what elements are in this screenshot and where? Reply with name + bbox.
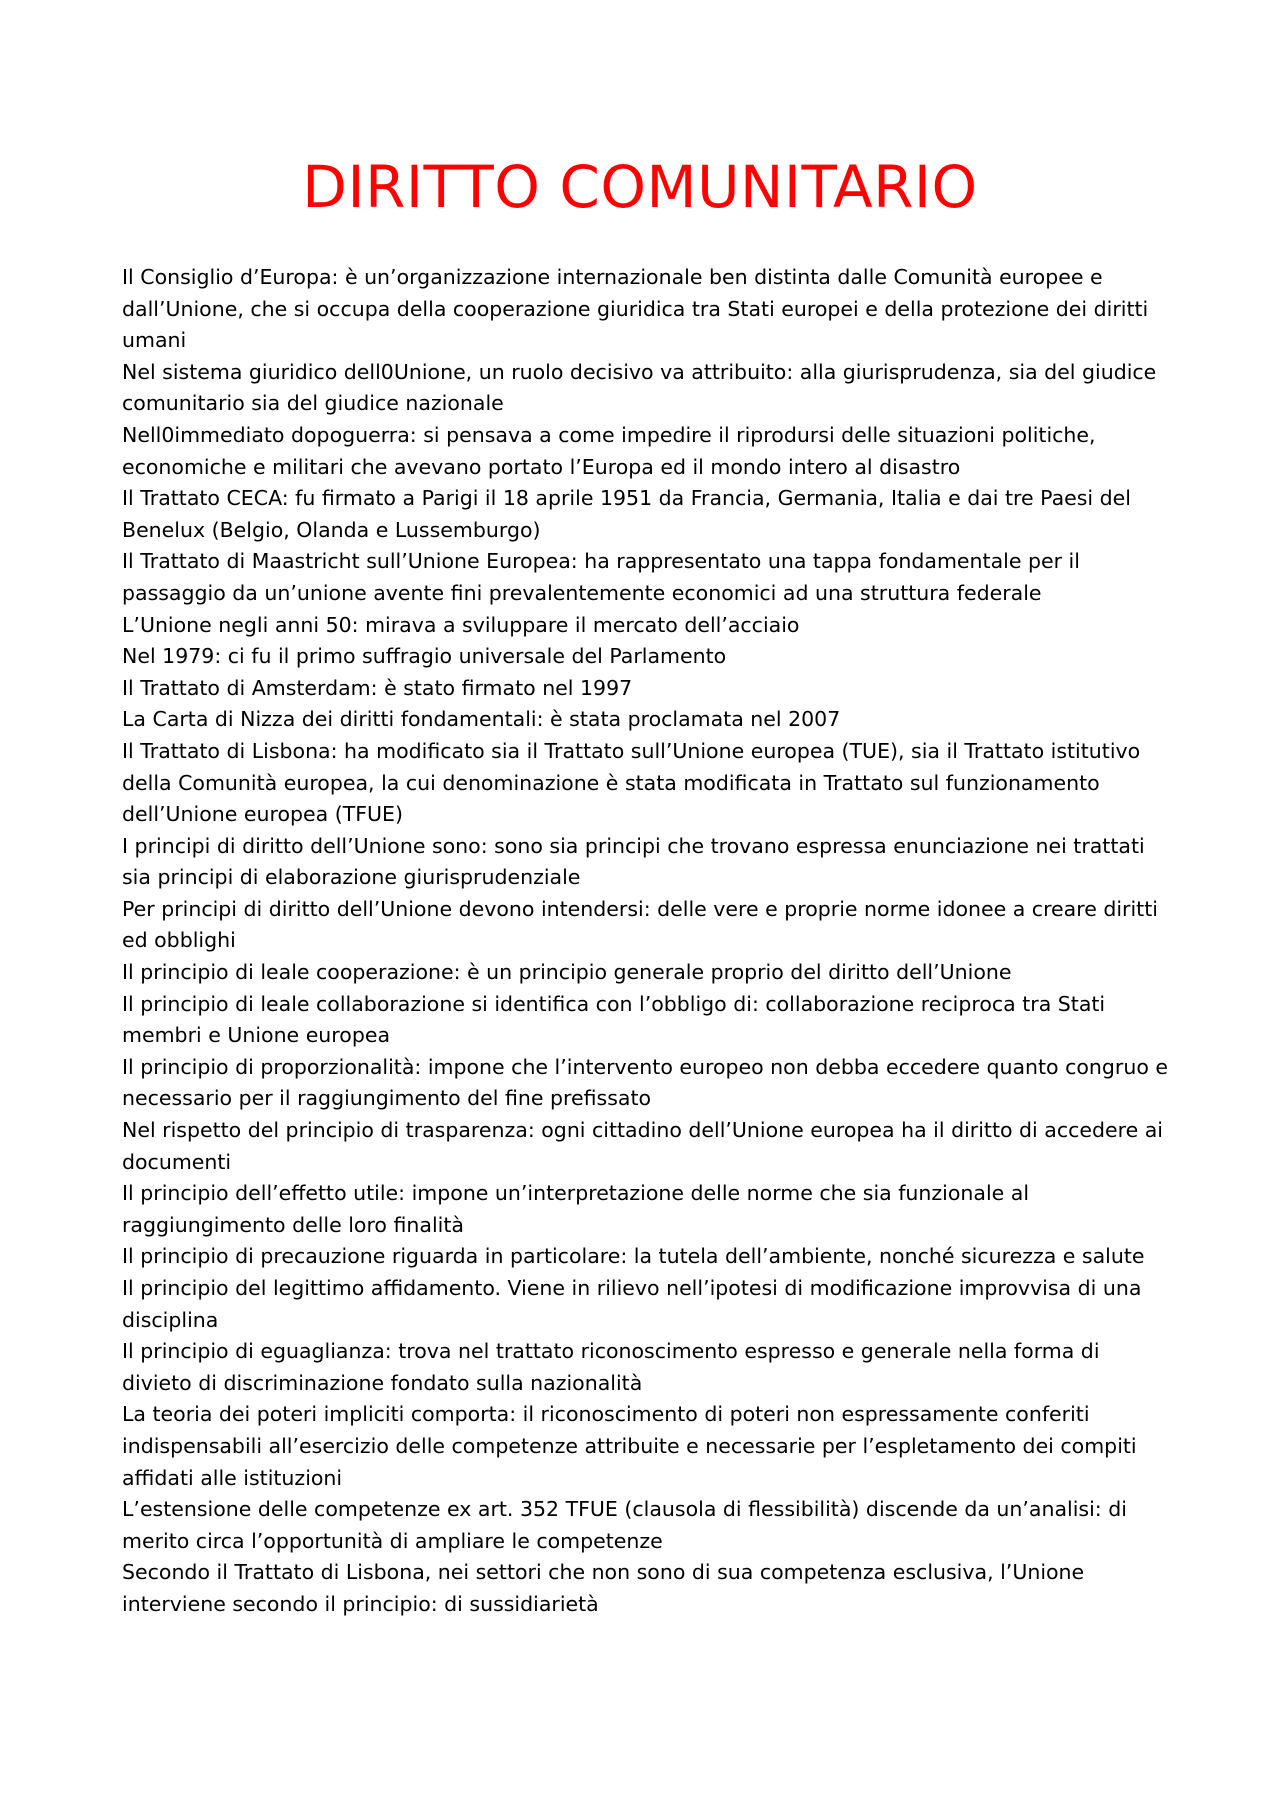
paragraph: Il Consiglio d’Europa: è un’organizzazione internazionale ben distinta dalle Comunità europee e dall’Unione, che si occupa della cooperazione giuridica tra Stati europei e della protezione dei diritti umani xyxy=(122,265,1149,353)
paragraph: Secondo il Trattato di Lisbona, nei settori che non sono di sua competenza esclusiva, l’Unione interviene secondo il principio: di sussidiarietà xyxy=(122,1560,1085,1616)
paragraph: L’estensione delle competenze ex art. 352 TFUE (clausola di flessibilità) discende da un’analisi: di merito circa l’opportunità di ampliare le competenze xyxy=(122,1497,1127,1553)
paragraph: Il Trattato di Amsterdam: è stato firmato nel 1997 xyxy=(122,675,633,700)
paragraph: Il principio di eguaglianza: trova nel trattato riconoscimento espresso e generale nella forma di divieto di discriminazione fondato sulla nazionalità xyxy=(122,1339,1100,1395)
paragraph: Il principio del legittimo affidamento. Viene in rilievo nell’ipotesi di modificazione improvvisa di una disciplina xyxy=(122,1276,1142,1332)
paragraph: Nel sistema giuridico dell0Unione, un ruolo decisivo va attribuito: alla giurisprudenza, sia del giudice comunitario sia del giudice nazionale xyxy=(122,359,1157,416)
paragraph: Il Trattato di Maastricht sull’Unione Europea: ha rappresentato una tappa fondamentale per il passaggio da un’unione avente fini prevalentemente economici ad una struttura federale xyxy=(122,549,1080,605)
paragraph: Il principio dell’effetto utile: impone un’interpretazione delle norme che sia funzionale al raggiungimento delle loro finalità xyxy=(122,1181,1030,1237)
paragraph: Nel 1979: ci fu il primo suffragio universale del Parlamento xyxy=(122,644,727,669)
document-title: DIRITTO COMUNITARIO xyxy=(302,153,978,221)
paragraph: Per principi di diritto dell’Unione devono intendersi: delle vere e proprie norme idonee a creare diritti ed obblighi xyxy=(122,896,1158,953)
paragraph: Il principio di precauzione riguarda in particolare: la tutela dell’ambiente, nonché sicurezza e salute xyxy=(122,1244,1145,1269)
paragraph: L’Unione negli anni 50: mirava a sviluppare il mercato dell’acciaio xyxy=(122,612,800,637)
paragraph: I principi di diritto dell’Unione sono: sono sia principi che trovano espressa enunciazione nei trattati sia principi di elaborazione giurisprudenziale xyxy=(122,833,1145,890)
paragraph: Il Trattato CECA: fu firmato a Parigi il 18 aprile 1951 da Francia, Germania, Italia e dai tre Paesi del Benelux (Belgio, Olanda e Lussemburgo) xyxy=(122,486,1131,542)
paragraph: La Carta di Nizza dei diritti fondamentali: è stata proclamata nel 2007 xyxy=(122,707,841,732)
paragraph: Nel rispetto del principio di trasparenza: ogni cittadino dell’Unione europea ha il diritto di accedere ai documenti xyxy=(122,1118,1163,1174)
paragraph: Nell0immediato dopoguerra: si pensava a come impedire il riprodursi delle situazioni politiche, economiche e militari che avevano portato l’Europa ed il mondo intero al disastro xyxy=(122,422,1096,479)
paragraph: La teoria dei poteri impliciti comporta: il riconoscimento di poteri non espressamente conferiti indispensabili all’esercizio delle competenze attribuite e necessarie per l’espletamento dei compiti affidati alle istituzioni xyxy=(122,1402,1137,1490)
paragraph: Il Trattato di Lisbona: ha modificato sia il Trattato sull’Unione europea (TUE), sia il Trattato istitutivo della Comunità europea, la cui denominazione è stata modificata in Trattato sul funzionamento dell’Unione europea (TFUE) xyxy=(122,738,1141,827)
paragraph: Il principio di proporzionalità: impone che l’intervento europeo non debba eccedere quanto congruo e necessario per il raggiungimento del fine prefissato xyxy=(122,1054,1169,1111)
document-body xyxy=(122,262,1172,1621)
paragraph: Il principio di leale collaborazione si identifica con l’obbligo di: collaborazione reciproca tra Stati membri e Unione europea xyxy=(122,991,1106,1048)
paragraph: Il principio di leale cooperazione: è un principio generale proprio del diritto dell’Unione xyxy=(122,960,1012,985)
